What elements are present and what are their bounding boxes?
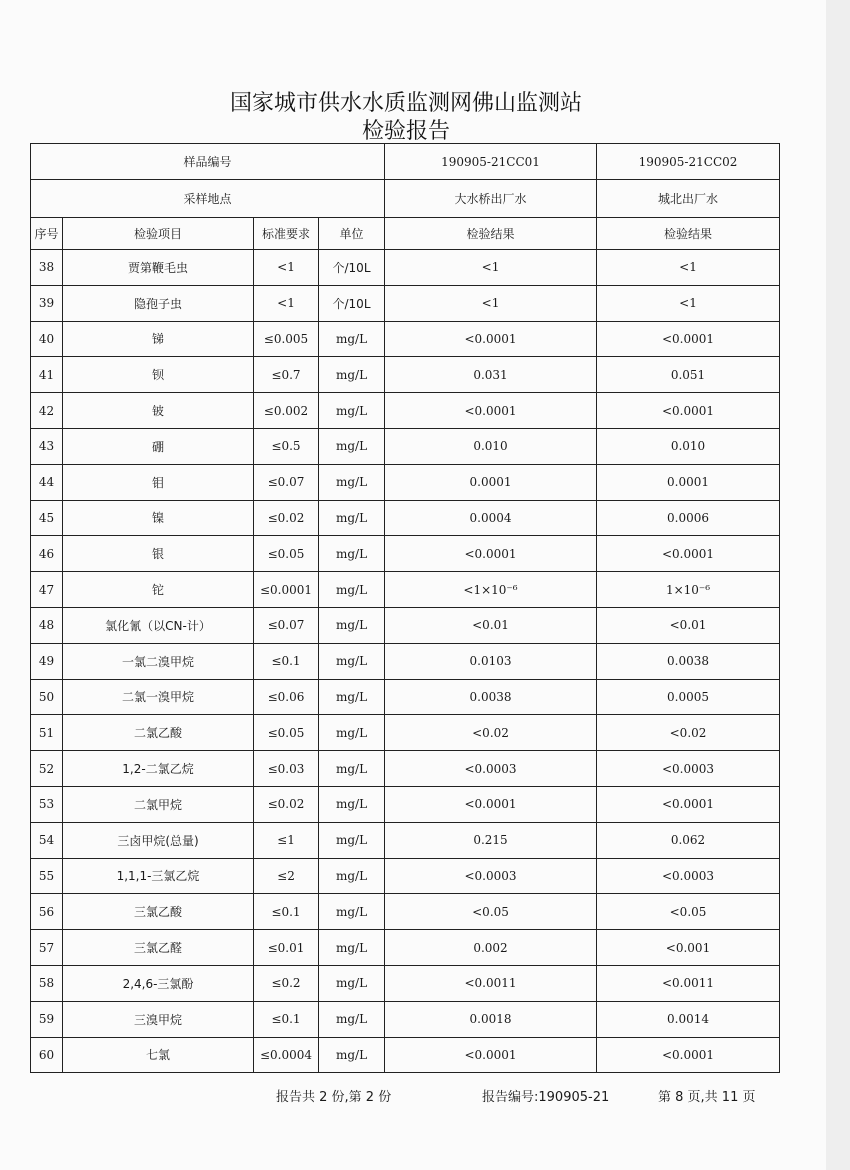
row-result-2: 0.0014 xyxy=(597,1001,780,1037)
page-number: 第 8 页,共 11 页 xyxy=(658,1090,756,1105)
row-standard: ≤0.07 xyxy=(254,464,319,500)
row-item: 氯化氰（以CN-计） xyxy=(63,607,254,643)
row-seq: 39 xyxy=(31,285,63,321)
row-item: 二氯甲烷 xyxy=(63,786,254,822)
row-item: 三氯乙醛 xyxy=(63,930,254,966)
row-item: 钡 xyxy=(63,357,254,393)
row-result-2: <0.0011 xyxy=(597,965,780,1001)
table-row xyxy=(31,285,780,321)
row-seq: 55 xyxy=(31,858,63,894)
row-standard: ≤0.05 xyxy=(254,536,319,572)
row-seq: 53 xyxy=(31,786,63,822)
row-standard: ≤0.05 xyxy=(254,715,319,751)
row-seq: 56 xyxy=(31,894,63,930)
row-result-1: 0.031 xyxy=(385,357,597,393)
row-result-2: <1 xyxy=(597,285,780,321)
row-unit: mg/L xyxy=(319,643,385,679)
row-standard: ≤0.002 xyxy=(254,393,319,429)
row-result-2: 0.062 xyxy=(597,822,780,858)
row-standard: ≤0.7 xyxy=(254,357,319,393)
row-seq: 38 xyxy=(31,250,63,286)
row-unit: mg/L xyxy=(319,965,385,1001)
table-row xyxy=(31,536,780,572)
row-result-2: <0.0001 xyxy=(597,321,780,357)
row-unit: mg/L xyxy=(319,894,385,930)
row-result-2: 0.010 xyxy=(597,428,780,464)
row-result-1: <0.0001 xyxy=(385,1037,597,1073)
row-item: 钼 xyxy=(63,464,254,500)
row-standard: ≤0.07 xyxy=(254,607,319,643)
row-seq: 45 xyxy=(31,500,63,536)
row-standard: ≤0.1 xyxy=(254,643,319,679)
row-standard: ≤0.06 xyxy=(254,679,319,715)
column-header-row xyxy=(31,218,780,250)
row-result-1: <0.05 xyxy=(385,894,597,930)
table-row xyxy=(31,393,780,429)
row-standard: ≤0.2 xyxy=(254,965,319,1001)
row-result-2: 0.0001 xyxy=(597,464,780,500)
row-result-1: <0.0003 xyxy=(385,751,597,787)
row-result-2: <0.001 xyxy=(597,930,780,966)
row-result-1: <0.0001 xyxy=(385,321,597,357)
row-unit: mg/L xyxy=(319,321,385,357)
row-standard: ≤0.5 xyxy=(254,428,319,464)
row-item: 七氯 xyxy=(63,1037,254,1073)
row-result-2: <0.05 xyxy=(597,894,780,930)
row-result-1: 0.0038 xyxy=(385,679,597,715)
row-unit: 个/10L xyxy=(319,250,385,286)
row-result-2: <0.0003 xyxy=(597,858,780,894)
row-item: 二氯一溴甲烷 xyxy=(63,679,254,715)
row-result-2: 0.0005 xyxy=(597,679,780,715)
row-unit: mg/L xyxy=(319,1001,385,1037)
row-item: 二氯乙酸 xyxy=(63,715,254,751)
copies-note: 报告共 2 份,第 2 份 xyxy=(276,1090,392,1105)
row-unit: mg/L xyxy=(319,715,385,751)
table-row xyxy=(31,679,780,715)
row-result-2: 0.0006 xyxy=(597,500,780,536)
row-item: 1,1,1-三氯乙烷 xyxy=(63,858,254,894)
row-result-2: <0.0001 xyxy=(597,393,780,429)
row-unit: mg/L xyxy=(319,858,385,894)
row-standard: <1 xyxy=(254,250,319,286)
col-header-unit: 单位 xyxy=(319,218,385,250)
row-standard: ≤0.02 xyxy=(254,786,319,822)
row-result-2: <0.0001 xyxy=(597,1037,780,1073)
row-item: 镍 xyxy=(63,500,254,536)
table-row xyxy=(31,428,780,464)
row-result-1: 0.0001 xyxy=(385,464,597,500)
row-seq: 48 xyxy=(31,607,63,643)
row-result-1: <1 xyxy=(385,285,597,321)
row-unit: mg/L xyxy=(319,751,385,787)
row-seq: 46 xyxy=(31,536,63,572)
table-row xyxy=(31,357,780,393)
report-org-title: 国家城市供水水质监测网佛山监测站 xyxy=(229,91,582,116)
row-unit: mg/L xyxy=(319,500,385,536)
row-result-1: <1 xyxy=(385,250,597,286)
col-header-item: 检验项目 xyxy=(63,218,254,250)
row-seq: 49 xyxy=(31,643,63,679)
row-item: 锑 xyxy=(63,321,254,357)
row-result-1: <0.01 xyxy=(385,607,597,643)
row-standard: ≤0.0004 xyxy=(254,1037,319,1073)
row-item: 1,2-二氯乙烷 xyxy=(63,751,254,787)
row-seq: 40 xyxy=(31,321,63,357)
row-item: 硼 xyxy=(63,428,254,464)
table-row xyxy=(31,715,780,751)
row-item: 银 xyxy=(63,536,254,572)
row-result-2: 0.0038 xyxy=(597,643,780,679)
row-seq: 59 xyxy=(31,1001,63,1037)
sample-number-2: 190905-21CC02 xyxy=(597,144,780,180)
table-row xyxy=(31,643,780,679)
row-result-2: <0.02 xyxy=(597,715,780,751)
table-row xyxy=(31,786,780,822)
row-result-1: 0.0018 xyxy=(385,1001,597,1037)
row-seq: 58 xyxy=(31,965,63,1001)
table-row xyxy=(31,607,780,643)
row-unit: mg/L xyxy=(319,393,385,429)
table-row xyxy=(31,250,780,286)
sampling-site-1: 大水桥出厂水 xyxy=(385,180,597,218)
row-result-2: 1×10⁻⁶ xyxy=(597,572,780,608)
scan-margin-strip xyxy=(826,0,850,1170)
row-result-1: 0.002 xyxy=(385,930,597,966)
row-result-1: 0.215 xyxy=(385,822,597,858)
row-item: 三卤甲烷(总量) xyxy=(63,822,254,858)
row-unit: mg/L xyxy=(319,822,385,858)
inspection-results-table xyxy=(30,143,780,1073)
table-row xyxy=(31,858,780,894)
row-result-2: <0.0001 xyxy=(597,786,780,822)
table-row xyxy=(31,1001,780,1037)
report-title: 检验报告 xyxy=(361,119,450,144)
row-result-1: <0.0003 xyxy=(385,858,597,894)
row-unit: mg/L xyxy=(319,536,385,572)
row-unit: mg/L xyxy=(319,572,385,608)
row-item: 贾第鞭毛虫 xyxy=(63,250,254,286)
row-item: 三溴甲烷 xyxy=(63,1001,254,1037)
col-header-result-1: 检验结果 xyxy=(385,218,597,250)
row-result-2: <0.0001 xyxy=(597,536,780,572)
table-row xyxy=(31,751,780,787)
row-seq: 52 xyxy=(31,751,63,787)
row-result-2: <1 xyxy=(597,250,780,286)
row-result-1: <0.0001 xyxy=(385,393,597,429)
row-unit: mg/L xyxy=(319,930,385,966)
row-result-2: <0.0003 xyxy=(597,751,780,787)
row-seq: 57 xyxy=(31,930,63,966)
row-seq: 43 xyxy=(31,428,63,464)
row-standard: ≤2 xyxy=(254,858,319,894)
row-result-1: <0.0011 xyxy=(385,965,597,1001)
row-item: 一氯二溴甲烷 xyxy=(63,643,254,679)
row-unit: mg/L xyxy=(319,357,385,393)
row-standard: ≤0.1 xyxy=(254,894,319,930)
table-row xyxy=(31,464,780,500)
row-seq: 41 xyxy=(31,357,63,393)
row-standard: ≤0.1 xyxy=(254,1001,319,1037)
row-item: 隐孢子虫 xyxy=(63,285,254,321)
row-item: 2,4,6-三氯酚 xyxy=(63,965,254,1001)
row-standard: <1 xyxy=(254,285,319,321)
table-row xyxy=(31,894,780,930)
table-row xyxy=(31,930,780,966)
row-result-2: <0.01 xyxy=(597,607,780,643)
row-result-2: 0.051 xyxy=(597,357,780,393)
sample-number-row xyxy=(31,144,780,180)
row-item: 三氯乙酸 xyxy=(63,894,254,930)
row-unit: mg/L xyxy=(319,464,385,500)
row-unit: mg/L xyxy=(319,679,385,715)
table-row xyxy=(31,321,780,357)
row-unit: 个/10L xyxy=(319,285,385,321)
row-unit: mg/L xyxy=(319,786,385,822)
row-seq: 44 xyxy=(31,464,63,500)
table-row xyxy=(31,1037,780,1073)
row-unit: mg/L xyxy=(319,607,385,643)
sample-number-1: 190905-21CC01 xyxy=(385,144,597,180)
row-seq: 51 xyxy=(31,715,63,751)
row-unit: mg/L xyxy=(319,1037,385,1073)
row-standard: ≤0.03 xyxy=(254,751,319,787)
col-header-seq: 序号 xyxy=(31,218,63,250)
row-result-1: <1×10⁻⁶ xyxy=(385,572,597,608)
row-result-1: 0.0004 xyxy=(385,500,597,536)
row-result-1: 0.0103 xyxy=(385,643,597,679)
row-result-1: <0.0001 xyxy=(385,536,597,572)
row-seq: 42 xyxy=(31,393,63,429)
sampling-site-row xyxy=(31,180,780,218)
row-result-1: <0.0001 xyxy=(385,786,597,822)
row-result-1: 0.010 xyxy=(385,428,597,464)
report-number: 报告编号:190905-21 xyxy=(482,1090,610,1105)
row-standard: ≤0.0001 xyxy=(254,572,319,608)
row-seq: 54 xyxy=(31,822,63,858)
sampling-site-label: 采样地点 xyxy=(31,180,385,218)
row-standard: ≤0.01 xyxy=(254,930,319,966)
row-standard: ≤0.02 xyxy=(254,500,319,536)
row-item: 铊 xyxy=(63,572,254,608)
row-item: 铍 xyxy=(63,393,254,429)
col-header-standard: 标准要求 xyxy=(254,218,319,250)
row-standard: ≤1 xyxy=(254,822,319,858)
col-header-result-2: 检验结果 xyxy=(597,218,780,250)
row-unit: mg/L xyxy=(319,428,385,464)
sampling-site-2: 城北出厂水 xyxy=(597,180,780,218)
row-standard: ≤0.005 xyxy=(254,321,319,357)
row-seq: 60 xyxy=(31,1037,63,1073)
row-seq: 47 xyxy=(31,572,63,608)
table-row xyxy=(31,965,780,1001)
sample-number-label: 样品编号 xyxy=(31,144,385,180)
table-row xyxy=(31,572,780,608)
row-seq: 50 xyxy=(31,679,63,715)
row-result-1: <0.02 xyxy=(385,715,597,751)
table-row xyxy=(31,500,780,536)
table-row xyxy=(31,822,780,858)
